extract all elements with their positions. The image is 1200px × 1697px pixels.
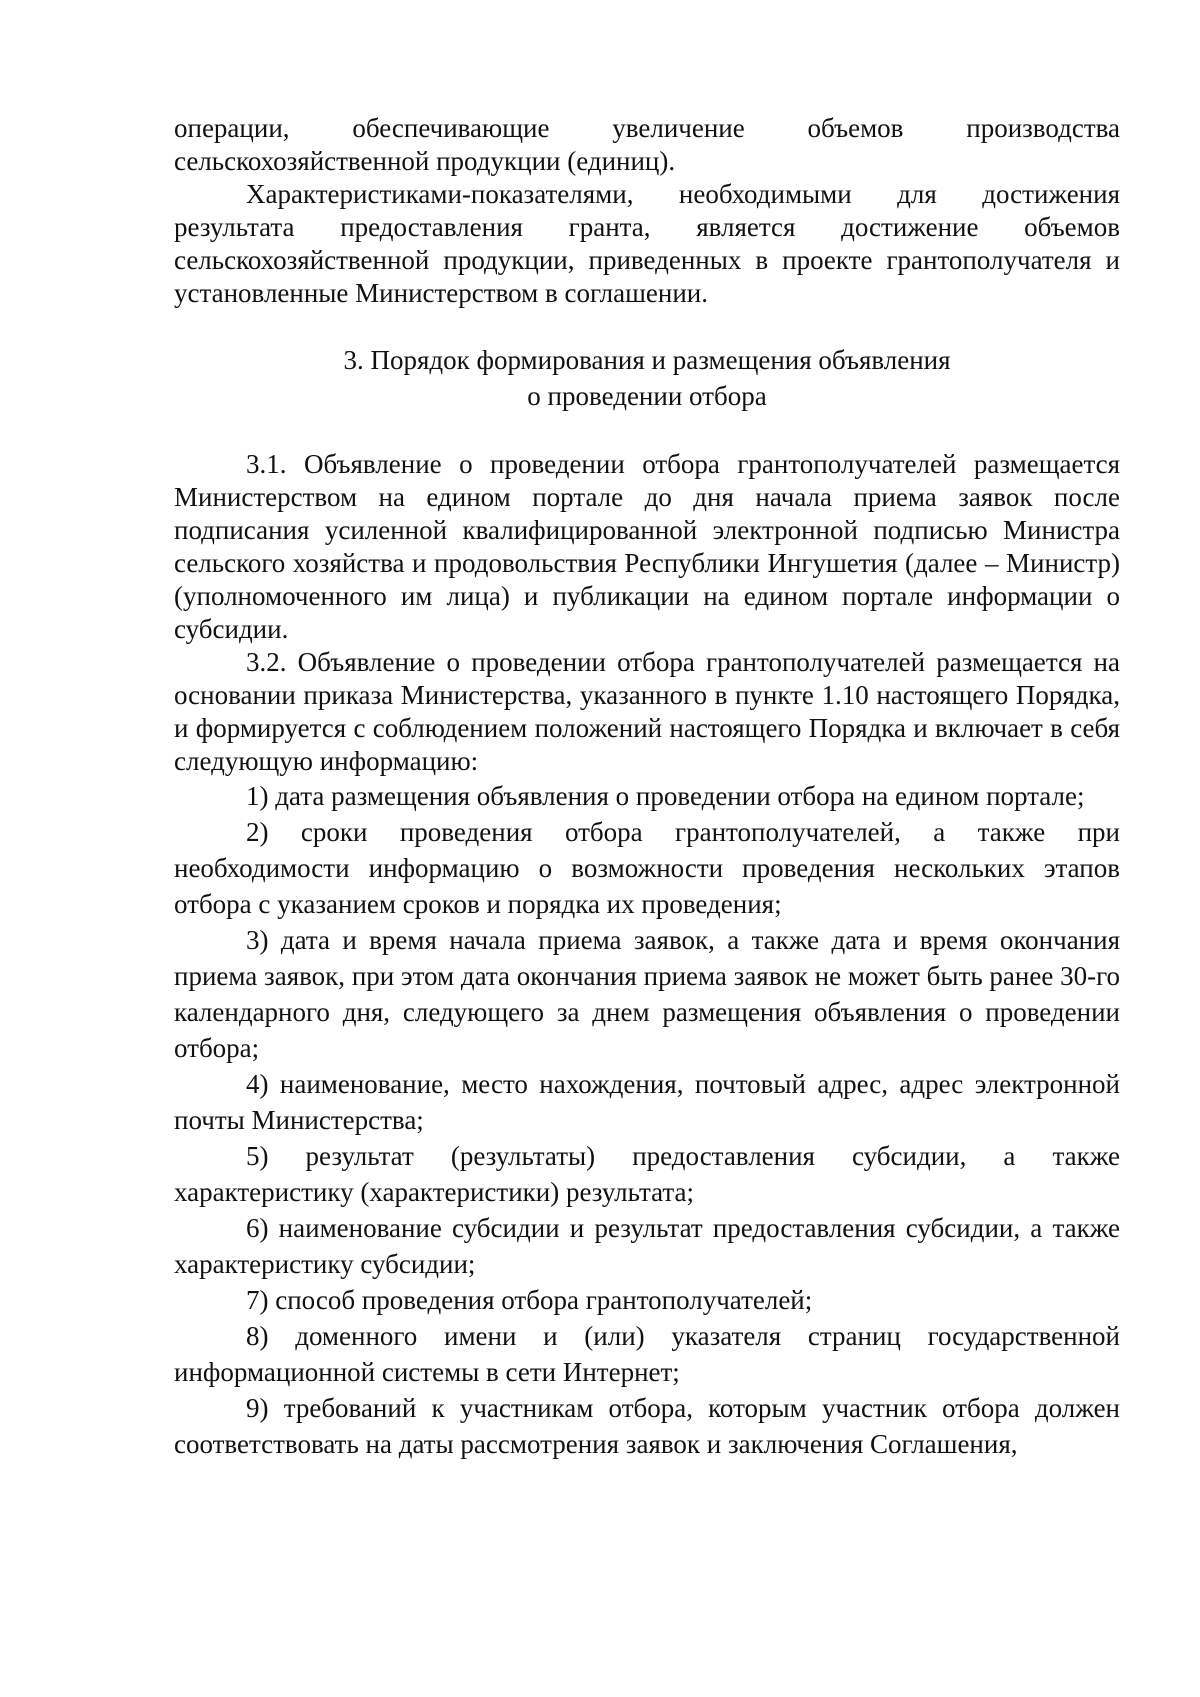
paragraph-3-1: 3.1. Объявление о проведении отбора грантополучателей размещается Министерством на едином портале до дня начала приема заявок после подписания усиленной квалифицированной электронной подписью Министра сельского хозяйства и продовольствия Республики Ингушетия (далее – Министр) (уполномоченного им лица) и публикации на едином портале информации о субсидии. xyxy=(174,449,1120,644)
intro-paragraph-1 xyxy=(174,112,1120,178)
document-page xyxy=(174,112,1120,1462)
intro-paragraph-1-line-1: операции, обеспечивающие увеличение объемов производства xyxy=(174,113,1120,143)
list-item-2: 2) сроки проведения отбора грантополучателей, а также при необходимости информацию о возможности проведения нескольких этапов отбора с указанием сроков и порядка их проведения; xyxy=(174,817,1120,919)
section-3-heading-line-1: 3. Порядок формирования и размещения объявления xyxy=(343,345,951,375)
section-3-heading-line-2: о проведении отбора xyxy=(527,381,767,411)
list-item-4: 4) наименование, место нахождения, почтовый адрес, адрес электронной почты Министерства; xyxy=(174,1069,1120,1135)
list-item-8: 8) доменного имени и (или) указателя страниц государственной информационной системы в сети Интернет; xyxy=(174,1321,1120,1387)
paragraph-3-2: 3.2. Объявление о проведении отбора грантополучателей размещается на основании приказа Министерства, указанного в пункте 1.10 настоящего Порядка, и формируется с соблюдением положений настоящего Порядка и включает в себя следующую информацию: xyxy=(174,647,1120,776)
list-item-7: 7) способ проведения отбора грантополучателей; xyxy=(246,1285,813,1315)
intro-paragraph-2: Характеристиками-показателями, необходимыми для достижения результата предоставления гранта, является достижение объемов сельскохозяйственной продукции, приведенных в проекте грантополучателя и установленные Министерством в соглашении. xyxy=(174,179,1120,308)
intro-paragraph-1-line-2: сельскохозяйственной продукции (единиц). xyxy=(174,146,676,176)
list-item-1: 1) дата размещения объявления о проведении отбора на едином портале; xyxy=(246,781,1085,811)
section-3-heading xyxy=(174,342,1120,414)
list-item-5: 5) результат (результаты) предоставления субсидии, а также характеристику (характеристики) результата; xyxy=(174,1141,1120,1207)
list-item-3: 3) дата и время начала приема заявок, а также дата и время окончания приема заявок, при этом дата окончания приема заявок не может быть ранее 30-го календарного дня, следующего за днем размещения объявления о проведении отбора; xyxy=(174,925,1120,1063)
list-item-6: 6) наименование субсидии и результат предоставления субсидии, а также характеристику субсидии; xyxy=(174,1213,1120,1279)
list-item-9: 9) требований к участникам отбора, которым участник отбора должен соответствовать на даты рассмотрения заявок и заключения Соглашения, xyxy=(174,1393,1120,1459)
